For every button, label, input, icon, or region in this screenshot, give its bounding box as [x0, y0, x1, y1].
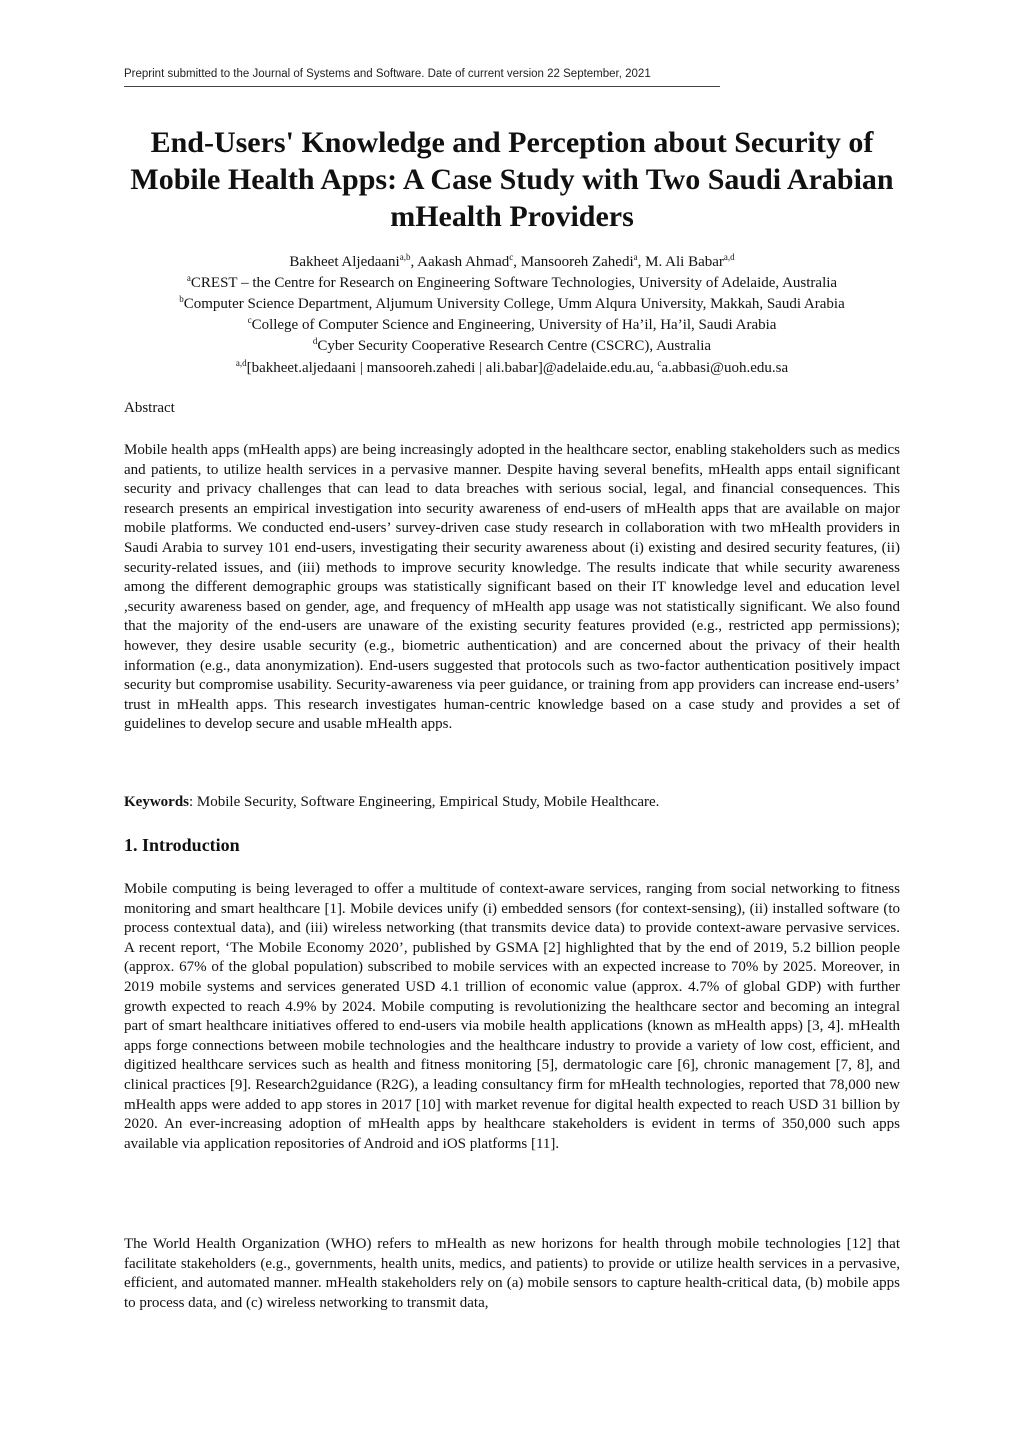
affiliation: $^b$Computer Science Department, Aljumum University College, Umm Alqura University, Makkah, Saudi Arabia — [179, 294, 845, 312]
affiliation: $^c$College of Computer Science and Engineering, University of Ha’il, Ha’il, Saudi Arabia — [247, 315, 777, 333]
intro-paragraph: Mobile computing is being leveraged to offer a multitude of context-aware services, ranging from social networking to fitness monitoring and smart healthcare [1]. Mobile devices unify (i) embedded sensors (for context-sensing), (ii) installed software (to process contextual data), and (iii) wireless networking (that transmits device data) to provide context-aware pervasive services. A recent report, ‘The Mobile Economy 2020’, published by GSMA [2] highlighted that by the end of 2019, 5.2 billion people (approx. 67% of the global population) subscribed to mobile services with an expected increase to 70% by 2025. Moreover, in 2019 mobile systems and services generated USD 4.1 trillion of economic value (approx. 4.7% of global GDP) with further growth expected to reach 4.9% by 2024. Mobile computing is revolutionizing the healthcare sector and becoming an integral part of smart healthcare initiatives offered to end-users via mobile health applications (known as mHealth apps) [3, 4]. mHealth apps forge connections between mobile technologies and the healthcare industry to provide a variety of low cost, efficient, and digitized healthcare services such as health and fitness monitoring [5], dermatologic care [6], chronic management [7, 8], and clinical practices [9]. Research2guidance (R2G), a leading consultancy firm for mHealth technologies, reported that 78,000 new mHealth apps were added to app stores in 2017 [10] with market revenue for digital health expected to reach USD 31 billion by 2020. An ever-increasing adoption of mHealth apps by healthcare stakeholders is evident in terms of 350,000 such apps available via application repositories of Android and iOS platforms [11]. — [124, 881, 900, 1152]
author-affiliation-mark: a,b — [399, 252, 411, 262]
keywords-line — [124, 794, 900, 811]
affiliation: $^d$Cyber Security Cooperative Research Centre (CSCRC), Australia — [312, 336, 712, 354]
keywords-label: Keywords — [124, 794, 189, 810]
author-name: Mansooreh Zahedi — [520, 254, 634, 270]
author-affiliation-mark: c — [509, 252, 514, 262]
paper-title — [100, 124, 924, 235]
author-affiliation-mark: a — [633, 252, 638, 262]
section-heading-introduction: 1. Introduction — [124, 835, 240, 855]
keywords-text: : Mobile Security, Software Engineering, Empirical Study, Mobile Healthcare. — [189, 794, 660, 810]
author-name: Bakheet Aljedaani — [289, 254, 400, 270]
intro-paragraph: The World Health Organization (WHO) refers to mHealth as new horizons for health through mobile technologies [12] that facilitate stakeholders (e.g., governments, health units, medics, and patients) to provide or utilize health services in a pervasive, efficient, and automated manner. mHealth stakeholders rely on (a) mobile sensors to capture health-critical data, (b) mobile apps to process data, and (c) wireless networking to transmit data, — [124, 1236, 900, 1311]
abstract-text: Mobile health apps (mHealth apps) are being increasingly adopted in the healthcare sector, enabling stakeholders such as medics and patients, to utilize health services in a pervasive manner. Despite having several benefits, mHealth apps entail significant security and privacy challenges that can lead to data breaches with serious social, legal, and financial consequences. This research presents an empirical investigation into security awareness of end-users of mHealth apps that are available on major mobile platforms. We conducted end-users’ survey-driven case study research in collaboration with two mHealth providers in Saudi Arabia to survey 101 end-users, investigating their security awareness about (i) existing and desired security features, (ii) security-related issues, and (iii) methods to improve security knowledge. The results indicate that while security awareness among the different demographic groups was statistically significant based on their IT knowledge level and education level ,security awareness based on gender, age, and frequency of mHealth app usage was not statistically significant. We also found that the majority of the end-users are unaware of the existing security features provided (e.g., restricted app permissions); however, they desire usable security (e.g., biometric authentication) and are concerned about the privacy of their health information (e.g., data anonymization). End-users suggested that protocols such as two-factor authentication positively impact security but compromise usability. Security-awareness via peer guidance, or training from app providers can increase end-users’ trust in mHealth apps. This research investigates human-centric knowledge based on a case study and provides a set of guidelines to develop secure and usable mHealth apps. — [124, 442, 900, 733]
preprint-header: Preprint submitted to the Journal of Systems and Software. Date of current version 22 September, 2021 — [124, 68, 720, 87]
author-name: M. Ali Babar — [645, 254, 724, 270]
abstract-label: Abstract — [124, 400, 175, 416]
email-line: $^{a,d}$[bakheet.aljedaani | mansooreh.zahedi | ali.babar]@adelaide.edu.au, $^c$a.abbasi@uoh.edu.sa — [235, 358, 789, 376]
author-affiliation-mark: a,d — [723, 252, 735, 262]
email-addresses: [bakheet.aljedaani | mansooreh.zahedi | ali.babar]@adelaide.edu.au, — [246, 360, 658, 376]
author-list: Bakheet Aljedaani$^{a,b}$, Aakash Ahmad$^c$, Mansooreh Zahedi$^a$, M. Ali Babar$^{a,d}$ — [289, 252, 735, 270]
title-line: Mobile Health Apps: A Case Study with Two Saudi Arabian — [130, 163, 894, 196]
title-line: mHealth Providers — [390, 200, 634, 233]
author-name: Aakash Ahmad — [417, 254, 510, 270]
email-address: a.abbasi@uoh.edu.sa — [661, 360, 789, 376]
affiliation: $^a$CREST – the Centre for Research on Engineering Software Technologies, University of Adelaide, Australia — [186, 273, 838, 291]
title-line: End-Users' Knowledge and Perception about Security of — [150, 126, 874, 159]
